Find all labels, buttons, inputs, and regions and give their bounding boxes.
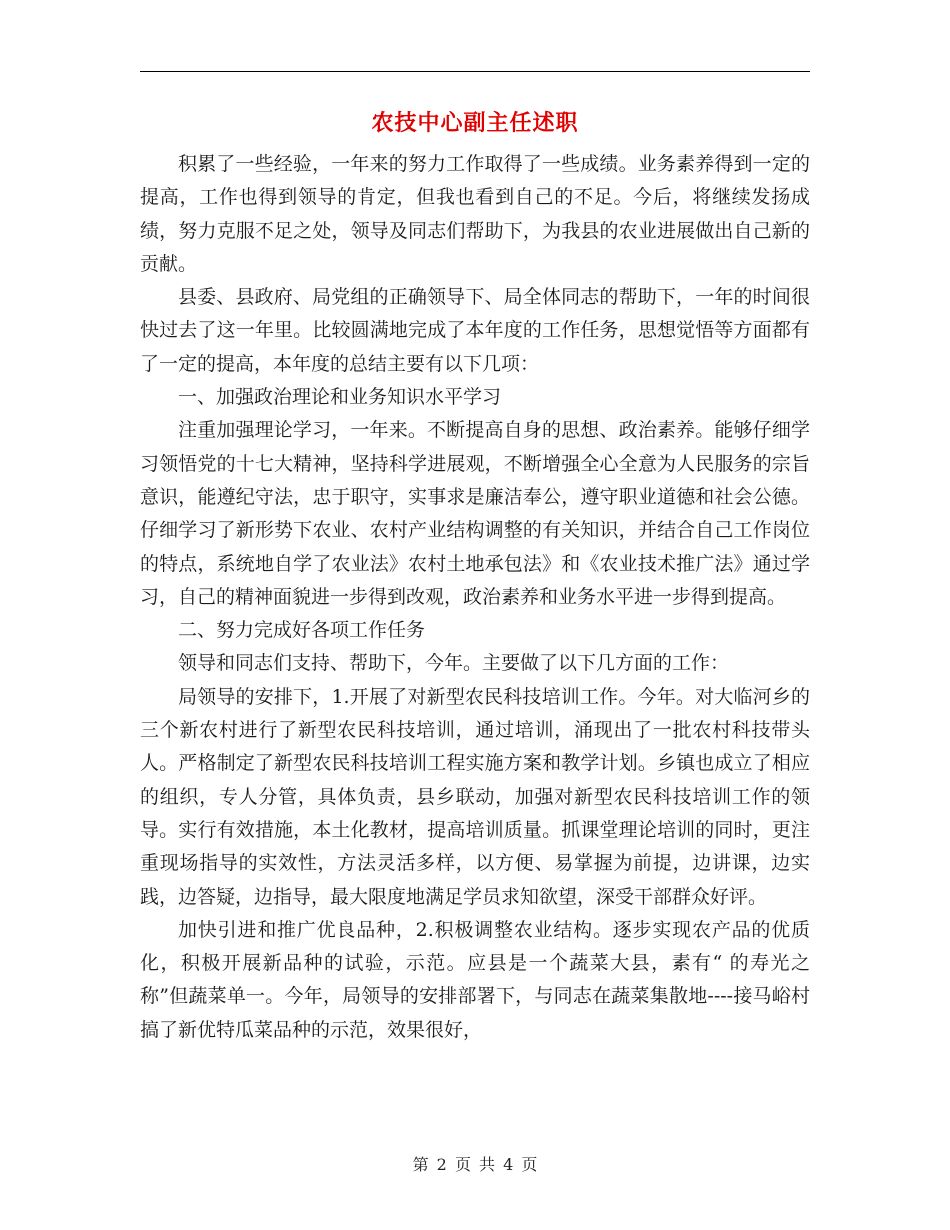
paragraph: 领导和同志们支持、帮助下，今年。主要做了以下几方面的工作： [178, 652, 730, 675]
paragraph: 局领导的安排下，1.开展了对新型农民科技培训工作。今年。对大临河乡的三个新农村进行了新型农民科技培训，通过培训，涌现出了一批农村科技带头人。严格制定了新型农民科技培训工程实施方案和教学计划。乡镇也成立了相应的组织，专人分管，具体负责，县乡联动，加强对新型农民科技培训工作的领导。实行有效措施，本土化教材，提高培训质量。抓课堂理论培训的同时，更注重现场指导的实效性，方法灵活多样，以方便、易掌握为前提，边讲课，边实践，边答疑，边指导，最大限度地满足学员求知欲望，深受干部群众好评。 [140, 685, 810, 908]
paragraph: 注重加强理论学习，一年来。不断提高自身的思想、政治素养。能够仔细学习领悟党的十七大精神，坚持科学进展观，不断增强全心全意为人民服务的宗旨意识，能遵纪守法，忠于职守，实事求是廉洁奉公，遵守职业道德和社会公德。仔细学习了新形势下农业、农村产业结构调整的有关知识，并结合自己工作岗位的特点，系统地自学了农业法》农村土地承包法》和《农业技术推广法》通过学习，自己的精神面貌进一步得到改观，政治素养和业务水平进一步得到提高。 [140, 419, 810, 608]
paragraph: 县委、县政府、局党组的正确领导下、局全体同志的帮助下，一年的时间很快过去了这一年里。比较圆满地完成了本年度的工作任务，思想觉悟等方面都有了一定的提高，本年度的总结主要有以下几项： [140, 286, 810, 375]
section-heading: 二、努力完成好各项工作任务 [178, 619, 426, 642]
page-number: 第 2 页 共 4 页 [412, 1155, 538, 1174]
document-body [140, 148, 810, 1047]
document-title: 农技中心副主任述职 [371, 111, 579, 136]
header-rule [140, 71, 810, 72]
section-heading: 一、加强政治理论和业务知识水平学习 [178, 386, 502, 409]
paragraph: 加快引进和推广优良品种，2.积极调整农业结构。逐步实现农产品的优质化，积极开展新品种的试验，示范。应县是一个蔬菜大县，素有“ 的寿光之称”但蔬菜单一。今年，局领导的安排部署下，与同志在蔬菜集散地----接马峪村搞了新优特瓜菜品种的示范，效果很好， [140, 918, 810, 1041]
paragraph: 积累了一些经验，一年来的努力工作取得了一些成绩。业务素养得到一定的提高，工作也得到领导的肯定，但我也看到自己的不足。今后，将继续发扬成绩，努力克服不足之处，领导及同志们帮助下，为我县的农业进展做出自己新的贡献。 [140, 153, 810, 275]
